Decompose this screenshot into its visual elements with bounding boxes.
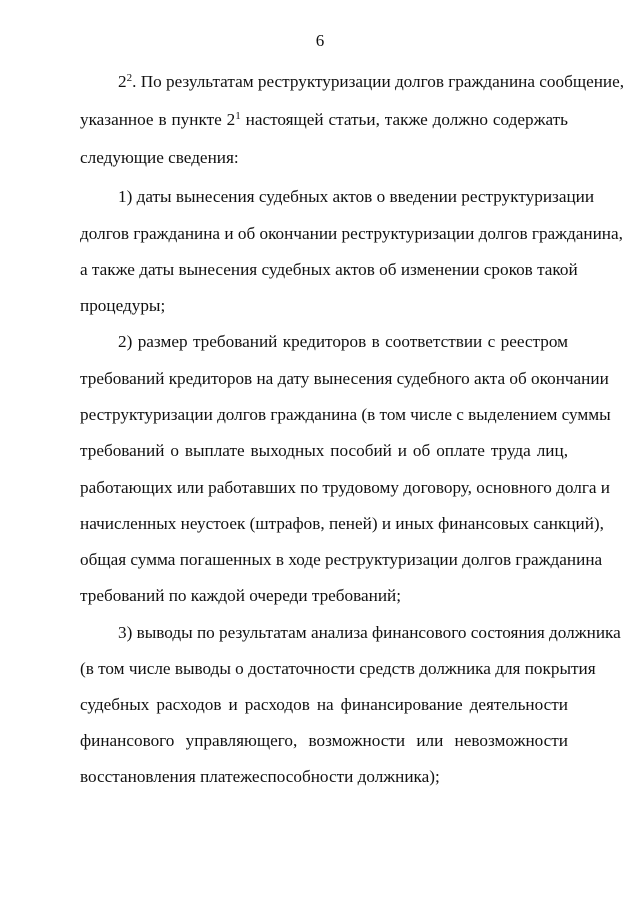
paragraph-line: а также даты вынесения судебных актов об изменении сроков такой [80,260,578,279]
paragraph-line: судебных расходов и расходов на финансирование деятельности [80,695,568,714]
paragraph-line: начисленных неустоек (штрафов, пеней) и иных финансовых санкций), [80,514,604,533]
superscript: 1 [235,110,241,122]
paragraph-line: требований о выплате выходных пособий и об оплате труда лиц, [80,441,568,460]
paragraph-line: (в том числе выводы о достаточности средств должника для покрытия [80,659,596,678]
line-text: 2 [118,72,127,91]
paragraph-line: следующие сведения: [80,148,239,167]
line-text: указанное в пункте 2 [80,110,236,129]
superscript: 2 [126,72,133,84]
paragraph-line: работающих или работавших по трудовому договору, основного долга и [80,478,610,497]
paragraph-line: долгов гражданина и об окончании реструктуризации долгов гражданина, [80,224,623,243]
paragraph-line: общая сумма погашенных в ходе реструктуризации долгов гражданина [80,550,603,569]
line-text: настоящей статьи, также должно содержать [240,110,568,129]
paragraph-line: 2) размер требований кредиторов в соответствии с реестром [118,332,568,351]
line-text: . По результатам реструктуризации долгов гражданина сообщение, [132,72,625,91]
paragraph-line: требований кредиторов на дату вынесения судебного акта об окончании [80,369,609,388]
page-number: 6 [315,31,325,50]
paragraph-line [80,108,568,132]
paragraph-line: 3) выводы по результатам анализа финансового состояния должника [118,623,621,642]
paragraph-line: восстановления платежеспособности должника); [80,767,440,786]
paragraph-line: требований по каждой очереди требований; [80,586,402,605]
paragraph-line: финансового управляющего, возможности или невозможности [80,731,568,750]
paragraph-line: процедуры; [80,296,166,315]
paragraph-line: реструктуризации долгов гражданина (в том числе с выделением суммы [80,405,611,424]
paragraph-line [118,70,625,94]
paragraph-line: 1) даты вынесения судебных актов о введении реструктуризации [118,187,595,206]
